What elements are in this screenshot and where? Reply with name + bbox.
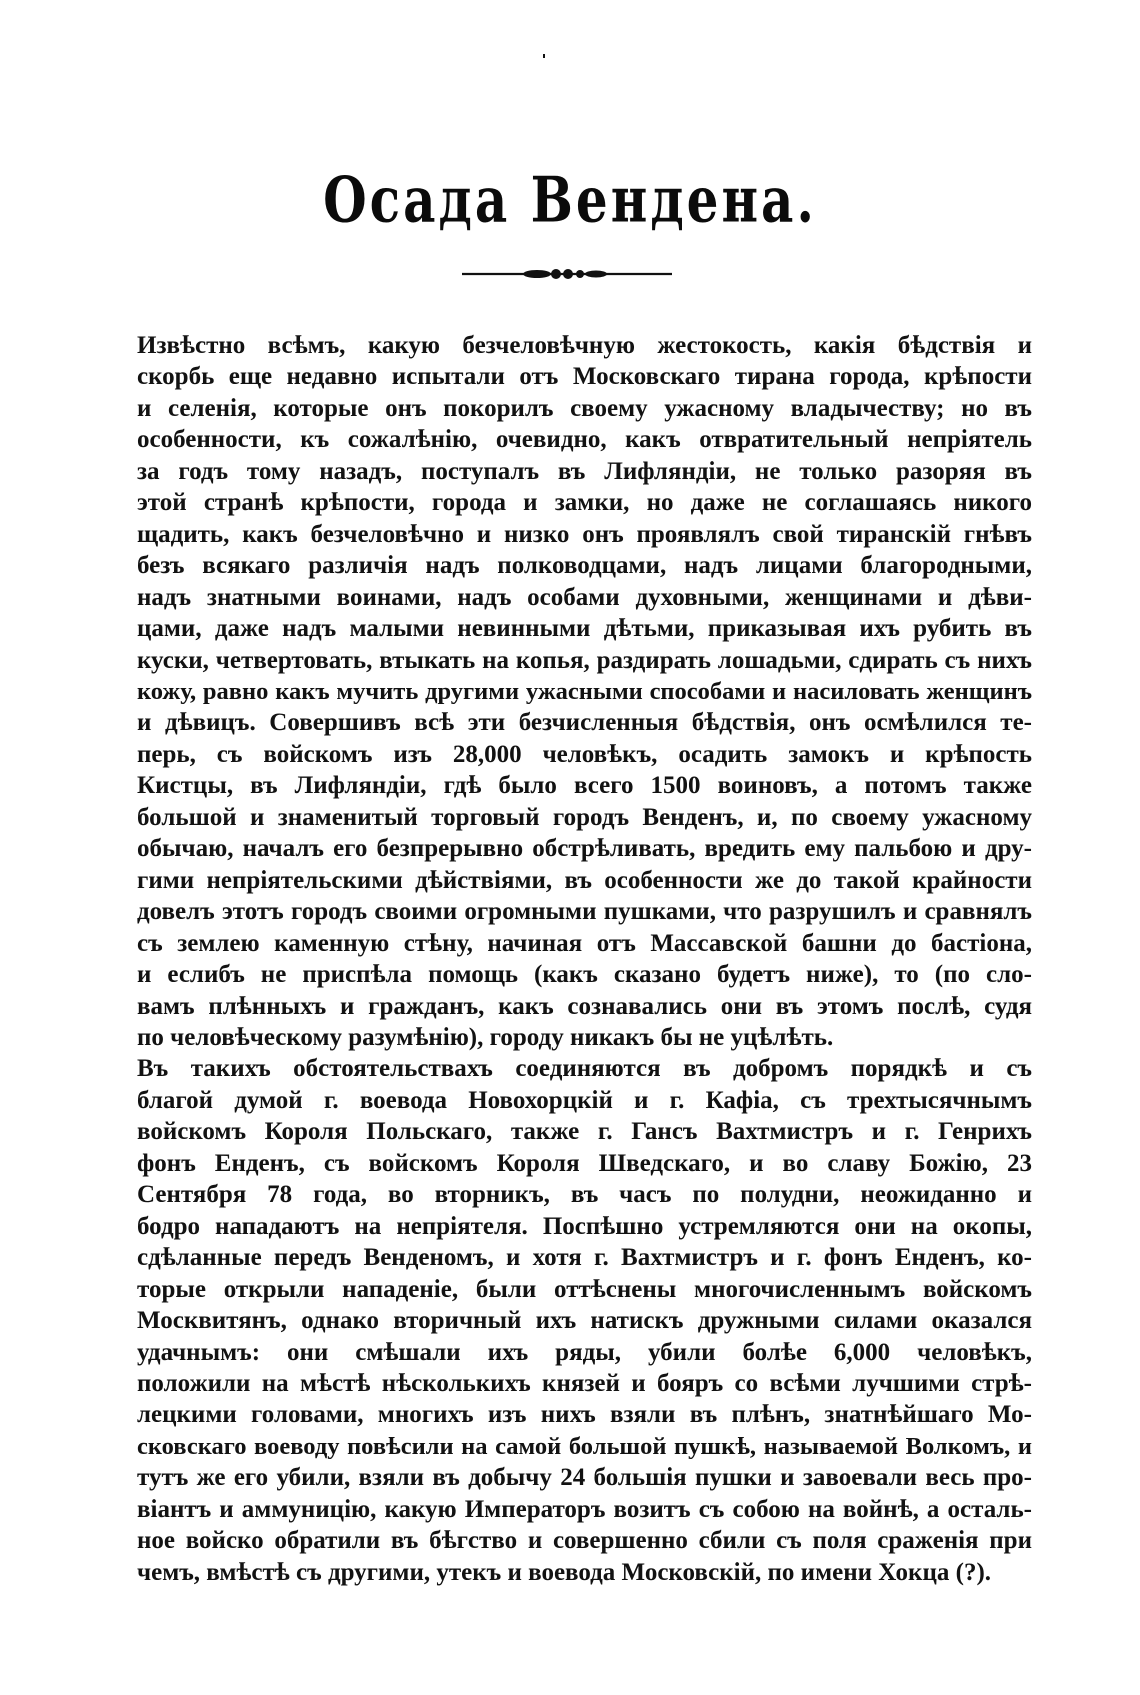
text-line: ное войско обратили въ бѣгство и совершенно сбили съ поля сраженія при (137, 1527, 1032, 1555)
text-line: благой думой г. воевода Новохорцкій и г. Кафіа, съ трехтысячнымъ (137, 1086, 1032, 1114)
text-line: фонъ Енденъ, съ войскомъ Короля Шведскаго, и во славу Божію, 23 (137, 1149, 1032, 1177)
text-line: цами, даже надъ малыми невинными дѣтьми, приказывая ихъ рубить въ (137, 615, 1032, 643)
paragraph (137, 1053, 1032, 1588)
text-line: перь, съ войскомъ изъ 28,000 человѣкъ, осадить замокъ и крѣпость (137, 740, 1032, 768)
text-line: положили на мѣстѣ нѣсколькихъ князей и бояръ со всѣми лучшими стрѣ- (137, 1369, 1032, 1397)
text-line: щадить, какъ безчеловѣчно и низко онъ проявлялъ свой тиранскій гнѣвъ (137, 520, 1032, 548)
text-line: сковскаго воеводу повѣсили на самой большой пушкѣ, называемой Волкомъ, и (137, 1432, 1032, 1460)
text-line: особенности, къ сожалѣнію, очевидно, какъ отвратительный непріятель (137, 426, 1032, 454)
title-ornament-divider (462, 266, 672, 282)
text-line: этой странѣ крѣпости, города и замки, но даже не соглашаясь никого (137, 489, 1032, 517)
text-line: сдѣланные передъ Венденомъ, и хотя г. Вахтмистръ и г. фонъ Енденъ, ко- (137, 1244, 1032, 1272)
paragraph (137, 330, 1032, 1053)
text-line: по человѣческому разумѣнію), городу никакъ бы не уцѣлѣть. (137, 1023, 834, 1051)
text-line: удачнымъ: они смѣшали ихъ ряды, убили болѣе 6,000 человѣкъ, (137, 1338, 1032, 1366)
text-line: віантъ и аммуницію, какую Императоръ возитъ съ собою на войнѣ, а осталь- (137, 1495, 1032, 1523)
text-line: Въ такихъ обстоятельствахъ соединяются въ добромъ порядкѣ и съ (137, 1055, 1032, 1083)
text-line: и дѣвицъ. Совершивъ всѣ эти безчисленныя бѣдствія, онъ осмѣлился те- (137, 709, 1032, 737)
print-speck (543, 54, 545, 58)
text-line: большой и знаменитый торговый городъ Венденъ, и, по своему ужасному (137, 803, 1032, 831)
body-text (137, 330, 1032, 1588)
text-line: Извѣстно всѣмъ, какую безчеловѣчную жестокость, какія бѣдствія и (137, 332, 1032, 359)
text-line: обычаю, началъ его безпрерывно обстрѣливать, вредить ему пальбою и дру- (137, 835, 1032, 863)
text-line: и селенія, которые онъ покорилъ своему ужасному владычеству; но въ (137, 394, 1032, 422)
text-line: скорбь еще недавно испытали отъ Московскаго тирана города, крѣпости (137, 363, 1032, 391)
text-line: Кистцы, въ Лифляндіи, гдѣ было всего 1500 воиновъ, а потомъ также (137, 772, 1032, 800)
text-line: съ землею каменную стѣну, начиная отъ Массавской башни до бастіона, (137, 929, 1032, 957)
text-line: куски, четвертовать, втыкать на копья, раздирать лошадьми, сдирать съ нихъ (137, 646, 1032, 674)
text-line: кожу, равно какъ мучить другими ужасными способами и насиловать женщинъ (137, 677, 1032, 705)
text-line: чемъ, вмѣстѣ съ другими, утекъ и воевода Московскій, по имени Хокца (?). (137, 1558, 992, 1586)
text-line: войскомъ Короля Польскаго, также г. Гансъ Вахтмистръ и г. Генрихъ (137, 1118, 1032, 1146)
text-line: лецкими головами, многихъ изъ нихъ взяли въ плѣнъ, знатнѣйшаго Мо- (137, 1401, 1032, 1429)
text-line: за годъ тому назадъ, поступалъ въ Лифляндіи, не только разоряя въ (137, 457, 1032, 485)
page-title: Осада Вендена. (323, 162, 817, 237)
text-line: бодро нападаютъ на непріятеля. Поспѣшно устремляются они на окопы, (137, 1212, 1032, 1240)
text-line: Москвитянъ, однако вторичный ихъ натискъ дружными силами оказался (137, 1307, 1032, 1335)
text-line: безъ всякаго различія надъ полководцами, надъ лицами благородными, (137, 552, 1032, 580)
text-line: и еслибъ не приспѣла помощь (какъ сказано будетъ ниже), то (по сло- (137, 961, 1032, 989)
text-line: вамъ плѣнныхъ и гражданъ, какъ сознавались они въ этомъ послѣ, судя (137, 992, 1032, 1020)
text-line: гими непріятельскими дѣйствіями, въ особенности же до такой крайности (137, 866, 1032, 894)
text-line: тутъ же его убили, взяли въ добычу 24 большія пушки и завоевали весь про- (137, 1464, 1032, 1492)
text-line: Сентября 78 года, во вторникъ, въ часъ по полудни, неожиданно и (137, 1181, 1032, 1209)
text-line: довелъ этотъ городъ своими огромными пушками, что разрушилъ и сравнялъ (137, 898, 1032, 926)
text-line: надъ знатными воинами, надъ особами духовными, женщинами и дѣви- (137, 583, 1032, 611)
text-line: торые открыли нападеніе, были оттѣснены многочисленнымъ войскомъ (137, 1275, 1032, 1303)
